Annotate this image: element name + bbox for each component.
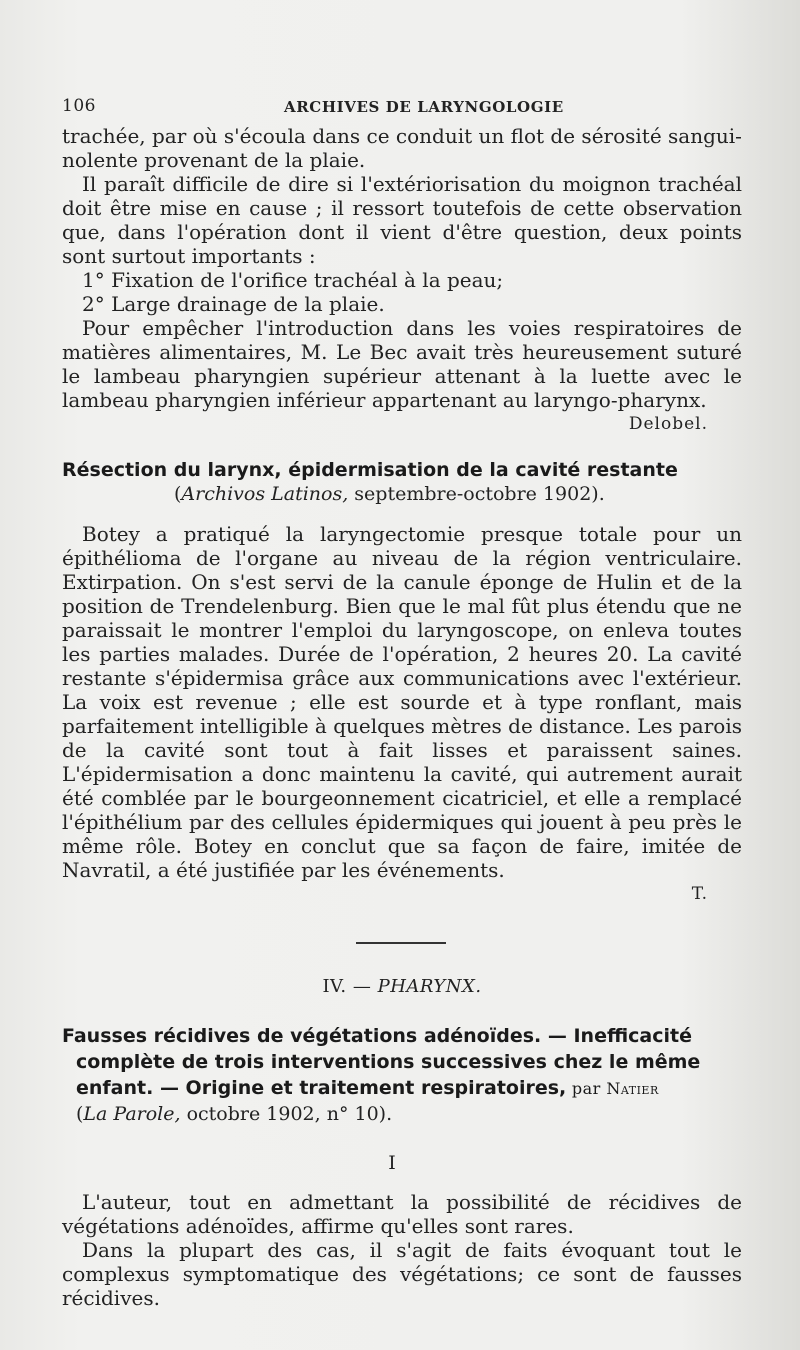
article-source: [62, 1102, 742, 1126]
author-signature: Delobel.: [628, 414, 708, 434]
running-head: ARCHIVES DE LARYNGOLOGIE: [284, 98, 564, 116]
title-line: Fausses récidives de végétations adénoïdes. — Inefficacité: [62, 1025, 692, 1047]
page-header: [62, 90, 742, 124]
title-line-text: enfant. — Origine et traitement respiratoires,: [76, 1077, 567, 1099]
article-title: [62, 1023, 742, 1102]
chapter-heading: [62, 976, 742, 997]
source-date: septembre-octobre 1902).: [348, 483, 605, 505]
paragraph: Il paraît difficile de dire si l'extériorisation du moignon trachéal doit être mise en cause ; il ressort toutefois de cette observation que, dans l'opération dont il vient d'être question, deux points sont surtout importants :: [62, 172, 742, 268]
page-content: [62, 90, 742, 1310]
author-name: Natier: [606, 1079, 659, 1098]
list-item: 1° Fixation de l'orifice trachéal à la peau;: [82, 268, 504, 292]
list-item: 2° Large drainage de la plaie.: [82, 292, 385, 316]
source-journal: Archivos Latinos,: [181, 483, 349, 505]
title-line: complète de trois interventions successives chez le même: [76, 1051, 701, 1073]
article-body: [62, 522, 742, 906]
article-source: [62, 482, 742, 506]
section-number: I: [388, 1152, 396, 1174]
paragraph: Pour empêcher l'introduction dans les voies respiratoires de matières alimentaires, M. Le Bec avait très heureusement suturé le lambeau pharyngien supérieur attenant à la luette avec le lambeau pharyngien inférieur appartenant au laryngo-pharynx.: [62, 316, 742, 412]
paragraph: L'auteur, tout en admettant la possibilité de récidives de végétations adénoïdes, affirme qu'elles sont rares.: [62, 1190, 742, 1238]
source-open: (: [174, 483, 182, 505]
source-journal: La Parole,: [83, 1103, 181, 1125]
paragraph: Dans la plupart des cas, il s'agit de faits évoquant tout le complexus symptomatique des végétations; ce sont de fausses récidives.: [62, 1238, 742, 1310]
author-signature: T.: [691, 884, 708, 904]
page-number: 106: [62, 96, 96, 116]
title-line: [62, 1075, 742, 1102]
paragraph: Botey a pratiqué la laryngectomie presque totale pour un épithélioma de l'organe au niveau de la région ventriculaire. Extirpation. On s'est servi de la canule éponge de Hulin et de la position de Trendelenburg. Bien que le mal fût plus étendu que ne paraissait le montrer l'emploi du laryngoscope, on enleva toutes les parties malades. Durée de l'opération, 2 heures 20. La cavité restante s'épidermisa grâce aux communications avec l'extérieur. La voix est revenue ; elle est sourde et à type ronflant, mais parfaitement intelligible à quelques mètres de distance. Les parois de la cavité sont tout à fait lisses et paraissent saines. L'épidermisation a donc maintenu la cavité, qui autrement aurait été comblée par le bourgeonnement cicatriciel, et elle a remplacé l'épithélium par des cellules épidermiques qui jouent à peu près le même rôle. Botey en conclut que sa façon de faire, imitée de Navratil, a été justifiée par les événements.: [62, 522, 742, 882]
text-line: trachée, par où s'écoula dans ce conduit un flot de sérosité sangui-: [62, 124, 742, 148]
article-continuation: [62, 124, 742, 436]
section-divider: [356, 942, 446, 944]
article-title: Résection du larynx, épidermisation de la cavité restante: [62, 459, 678, 481]
source-open: (: [76, 1103, 84, 1125]
chapter-title: PHARYNX.: [377, 976, 482, 997]
source-date: octobre 1902, n° 10).: [180, 1103, 393, 1125]
by-text: par: [566, 1079, 607, 1098]
article-body: [62, 1190, 742, 1310]
text-line: nolente provenant de la plaie.: [62, 148, 366, 172]
chapter-number: IV. —: [322, 976, 378, 997]
